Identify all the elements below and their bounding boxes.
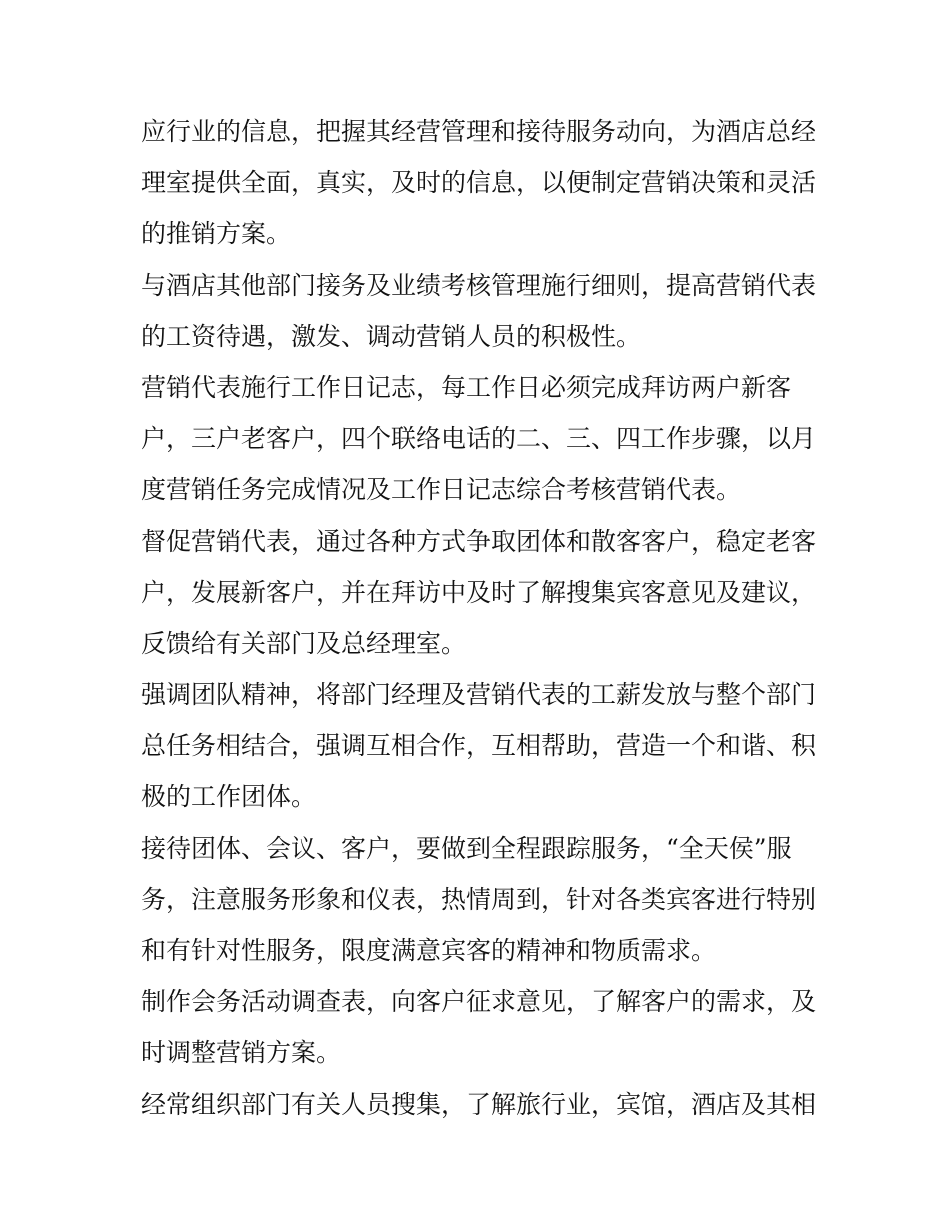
paragraph	[141, 1079, 817, 1130]
text-line: 营销代表施行工作日记志，每工作日必须完成拜访两户新客	[141, 372, 792, 402]
text-line: 理室提供全面，真实，及时的信息，以便制定营销决策和灵活	[141, 168, 817, 198]
paragraph	[141, 976, 817, 1078]
text-line: 的工资待遇，激发、调动营销人员的积极性。	[141, 321, 642, 351]
text-line: 经常组织部门有关人员搜集，了解旅行业，宾馆，酒店及其相	[141, 1089, 817, 1119]
text-line: 户，发展新客户，并在拜访中及时了解搜集宾客意见及建议，	[141, 577, 817, 607]
text-line: 时调整营销方案。	[141, 1038, 342, 1068]
paragraph	[141, 260, 817, 362]
paragraph	[141, 106, 817, 260]
text-line: 制作会务活动调查表，向客户征求意见，了解客户的需求，及	[141, 987, 817, 1017]
text-line: 强调团队精神，将部门经理及营销代表的工薪发放与整个部门	[141, 680, 817, 710]
paragraph	[141, 362, 817, 516]
text-line: 务，注意服务形象和仪表，热情周到，针对各类宾客进行特别	[141, 884, 817, 914]
paragraph	[141, 516, 817, 670]
text-line: 和有针对性服务，限度满意宾客的精神和物质需求。	[141, 936, 717, 965]
text-line: 的推销方案。	[141, 219, 292, 249]
paragraph	[141, 823, 817, 977]
text-line: 应行业的信息，把握其经营管理和接待服务动向，为酒店总经	[141, 117, 817, 146]
text-line: 户，三户老客户，四个联络电话的二、三、四工作步骤，以月	[141, 424, 817, 454]
text-line: 总任务相结合，强调互相合作，互相帮助，营造一个和谐、积	[141, 731, 817, 761]
text-line: 接待团体、会议、客户，要做到全程跟踪服务，“全天侯”服	[141, 833, 792, 863]
text-line: 度营销任务完成情况及工作日记志综合考核营销代表。	[141, 475, 742, 505]
text-line: 督促营销代表，通过各种方式争取团体和散客客户，稳定老客	[141, 526, 817, 556]
body-text	[141, 106, 817, 1130]
paragraph	[141, 669, 817, 823]
text-line: 极的工作团体。	[141, 782, 317, 812]
text-line: 与酒店其他部门接务及业绩考核管理施行细则，提高营销代表	[141, 270, 817, 300]
text-line: 反馈给有关部门及总经理室。	[141, 628, 467, 658]
